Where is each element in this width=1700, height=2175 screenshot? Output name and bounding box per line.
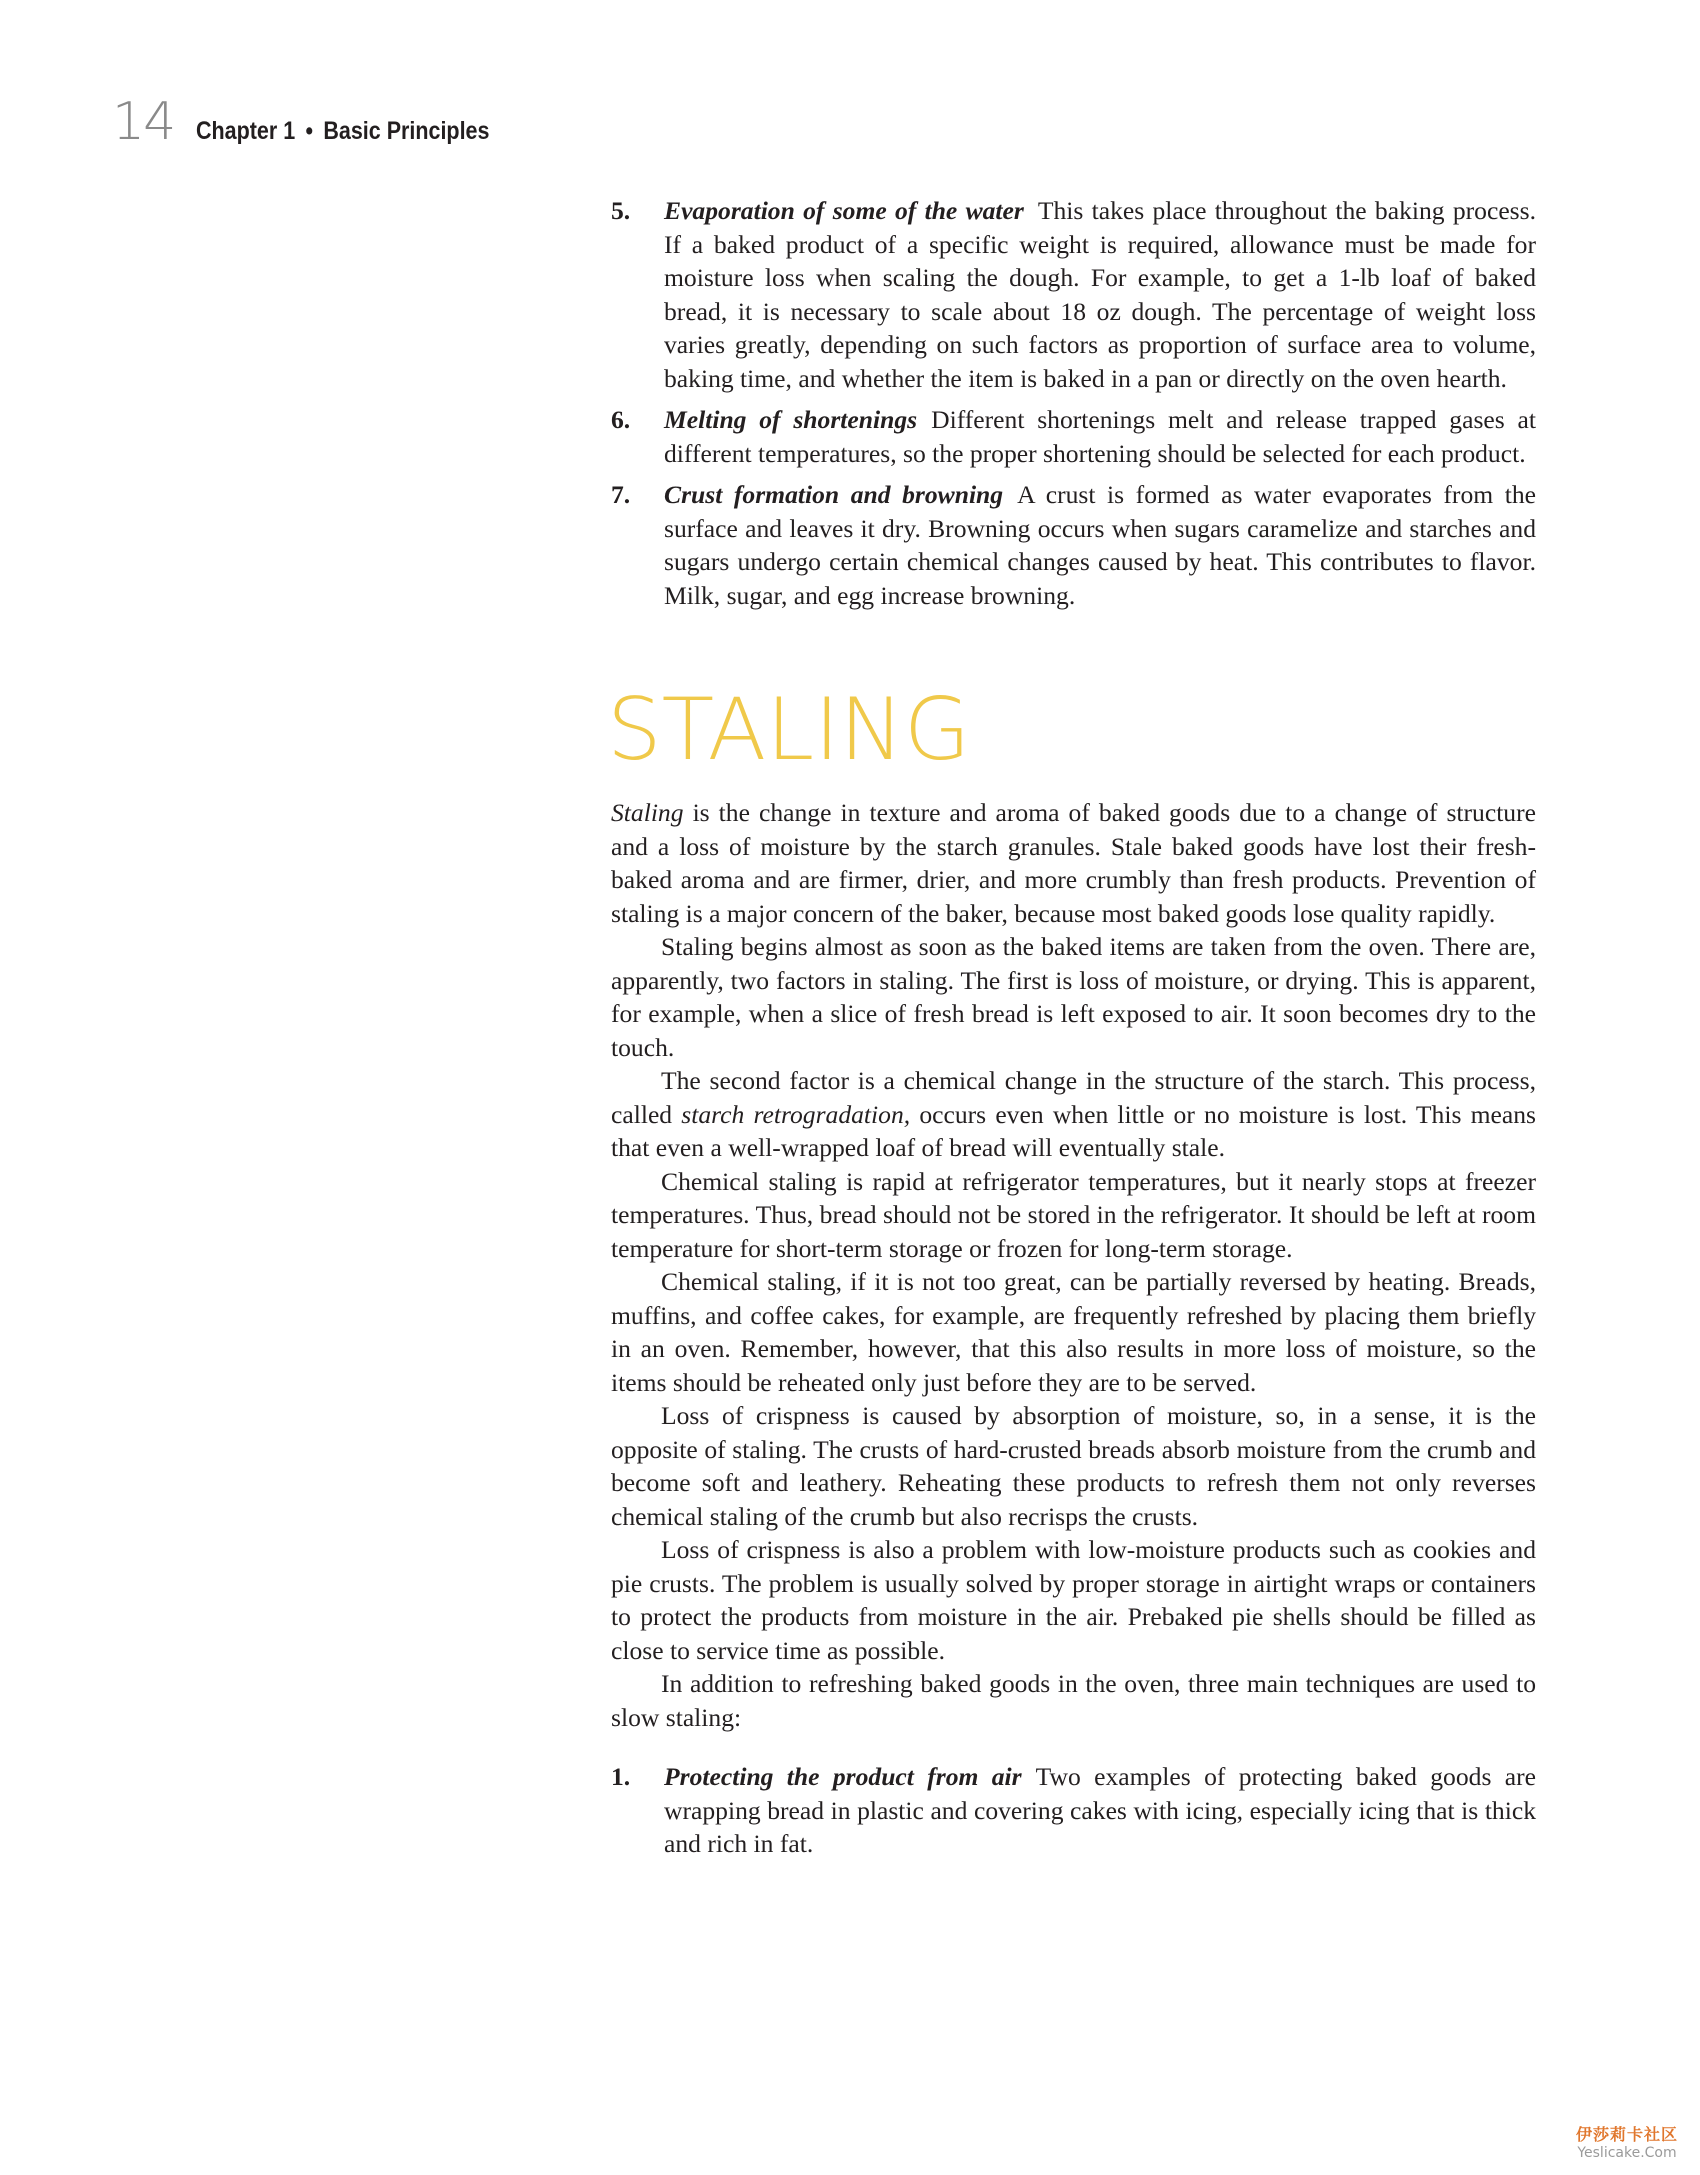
watermark-cn: 伊莎莉卡社区: [1575, 2125, 1678, 2144]
list-item: [611, 1760, 1536, 1861]
staling-techniques-list: [611, 1760, 1536, 1861]
paragraph: Chemical staling is rapid at refrigerator temperatures, but it nearly stops at freezer temperatures. Thus, bread should not be stored in the refrigerator. It should be left at room temperature for short-term storage or frozen for long-term storage.: [611, 1166, 1536, 1263]
page-number: 14: [112, 92, 175, 152]
separator-bullet: •: [305, 117, 314, 145]
list-term: Crust formation and browning: [664, 480, 1004, 509]
paragraph: Loss of crispness is also a problem with low-moisture products such as cookies and pie crusts. The problem is usually solved by proper storage in airtight wraps or containers to protect the products from moisture in the air. Prebaked pie shells should be filled as close to service time as possible.: [611, 1535, 1536, 1665]
page-content: [607, 194, 1536, 1869]
list-item: [611, 478, 1536, 612]
chapter-number: Chapter 1: [196, 117, 296, 145]
list-term: Evaporation of some of the water: [664, 196, 1024, 225]
watermark: [1576, 2122, 1678, 2161]
list-text: A crust is formed as water evaporates from the surface and leaves it dry. Browning occurs when sugars caramelize and starches and sugars undergo certain chemical changes caused by heat. This contributes to flavor. Milk, sugar, and egg increase browning.: [664, 480, 1536, 610]
list-term: Protecting the product from air: [664, 1762, 1022, 1791]
chapter-label: [196, 117, 489, 146]
chapter-title: Basic Principles: [323, 117, 490, 145]
paragraph: Chemical staling, if it is not too great, can be partially reversed by heating. Breads, muffins, and coffee cakes, for example, are frequently refreshed by placing them briefly in an oven. Remember, however, that this also results in more loss of moisture, so the items should be reheated only just before they are to be served.: [611, 1267, 1536, 1397]
paragraph-text: is the change in texture and aroma of baked goods due to a change of structure and a loss of moisture by the starch granules. Stale baked goods have lost their fresh-baked aroma and are firmer, drier, and more crumbly than fresh products. Prevention of staling is a major concern of the baker, because most baked goods lose quality rapidly.: [611, 798, 1536, 928]
watermark-en: Yeslicake.Com: [1577, 2145, 1677, 2161]
running-head: [112, 92, 537, 152]
list-item: [611, 403, 1536, 470]
paragraph-text: The second factor is a chemical change in the structure of the starch. This process, called: [611, 1066, 1536, 1129]
list-term: Melting of shortenings: [664, 405, 918, 434]
paragraph: [611, 796, 1536, 930]
list-number: 5.: [611, 196, 631, 225]
paragraph: [611, 1064, 1536, 1165]
list-number: 7.: [611, 480, 631, 509]
italic-term: starch retrogradation,: [681, 1099, 911, 1129]
paragraph: Staling begins almost as soon as the baked items are taken from the oven. There are, apparently, two factors in staling. The first is loss of moisture, or drying. This is apparent, for example, when a slice of fresh bread is left exposed to air. It soon becomes dry to the touch.: [611, 932, 1536, 1062]
list-number: 6.: [611, 405, 631, 434]
paragraph-text: occurs even when little or no moisture is lost. This means that even a well-wrapped loaf of bread will eventually stale.: [611, 1099, 1536, 1162]
paragraph: Loss of crispness is caused by absorption of moisture, so, in a sense, it is the opposite of staling. The crusts of hard-crusted breads absorb moisture from the crumb and become soft and leathery. Reheating these products to refresh them not only reverses chemical staling of the crumb but also recrisps the crusts.: [611, 1401, 1536, 1531]
section-title: STALING: [607, 680, 971, 780]
baking-steps-list: [611, 194, 1536, 612]
paragraph: In addition to refreshing baked goods in the oven, three main techniques are used to slow staling:: [611, 1669, 1536, 1732]
list-text: Different shortenings melt and release trapped gases at different temperatures, so the proper shortening should be selected for each product.: [664, 405, 1536, 468]
list-number: 1.: [611, 1762, 631, 1791]
italic-term: Staling: [611, 798, 684, 827]
list-item: [611, 194, 1536, 395]
list-text: This takes place throughout the baking process. If a baked product of a specific weight is required, allowance must be made for moisture loss when scaling the dough. For example, to get a 1-lb loaf of baked bread, it is necessary to scale about 18 oz dough. The percentage of weight loss varies greatly, depending on such factors as proportion of surface area to volume, baking time, and whether the item is baked in a pan or directly on the oven hearth.: [664, 196, 1536, 393]
list-text: Two examples of protecting baked goods are wrapping bread in plastic and covering cakes with icing, especially icing that is thick and rich in fat.: [664, 1762, 1536, 1858]
